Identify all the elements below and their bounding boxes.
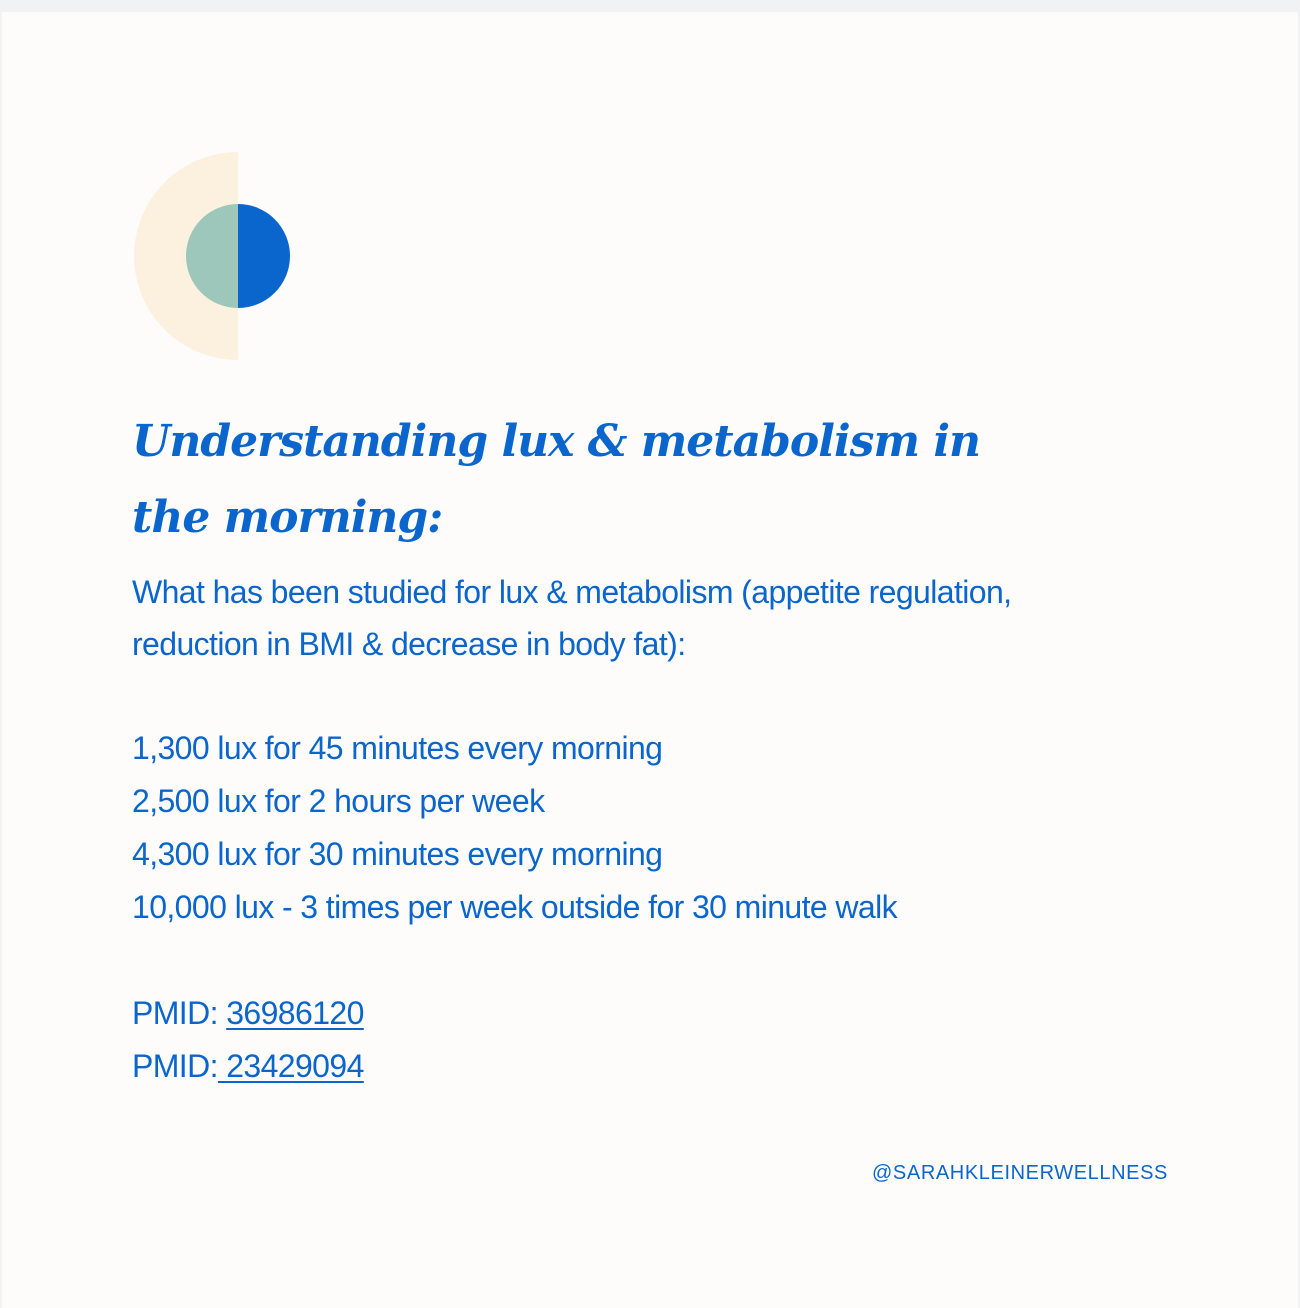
list-item: 10,000 lux - 3 times per week outside for 30 minute walk [132,889,898,925]
reference-item [132,1040,1032,1093]
author-handle: @SARAHKLEINERWELLNESS [872,1162,1168,1184]
post-intro: What has been studied for lux & metabolism (appetite regulation, reduction in BMI & decrease in body fat): [132,574,1012,662]
pmid-link[interactable]: 23429094 [217,1048,364,1084]
list-item: 1,300 lux for 45 minutes every morning [132,730,663,766]
list-item: 2,500 lux for 2 hours per week [132,783,545,819]
post-content [132,404,1032,1093]
reference-label: PMID: [132,1048,218,1084]
references [132,987,1032,1093]
reference-label: PMID: [132,995,218,1031]
pmid-link[interactable]: 36986120 [226,995,364,1031]
half-circles-logo-icon [132,142,292,362]
lux-dosage-list [132,722,1032,934]
post-title: Understanding lux & metabolism in the morning: [132,416,981,543]
list-item: 4,300 lux for 30 minutes every morning [132,836,663,872]
logo-inner-right-half [238,204,290,308]
reference-item [132,987,1032,1040]
post-card [2,12,1298,1308]
